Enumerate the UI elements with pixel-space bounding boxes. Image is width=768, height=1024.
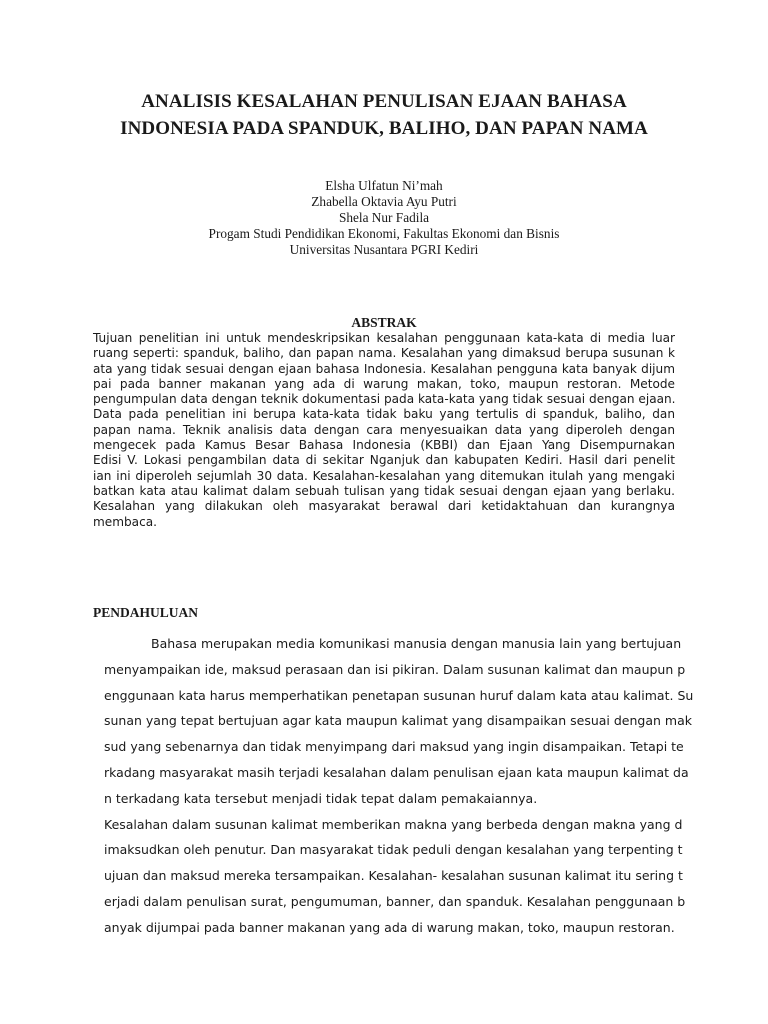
abstract-line: Edisi V. Lokasi pengambilan data di sekitar Nganjuk dan kabupaten Kediri. Hasil dari penelit xyxy=(93,453,675,468)
abstract-line: ian ini diperoleh sejumlah 30 data. Kesalahan-kesalahan yang ditemukan itulah yang mengaki xyxy=(93,468,675,483)
paper-title-line: ANALISIS KESALAHAN PENULISAN EJAAN BAHASA xyxy=(141,91,627,112)
author-affiliation-university: Universitas Nusantara PGRI Kediri xyxy=(289,242,479,257)
abstract-paragraph xyxy=(93,331,675,530)
body-line: n terkadang kata tersebut menjadi tidak tepat dalam pemakaiannya. xyxy=(104,790,538,806)
body-line: anyak dijumpai pada banner makanan yang ada di warung makan, toko, maupun restoran. xyxy=(104,919,675,935)
body-line: ujuan dan maksud mereka tersampaikan. Kesalahan- kesalahan susunan kalimat itu sering t xyxy=(104,868,683,884)
body-line: Bahasa merupakan media komunikasi manusia dengan manusia lain yang bertujuan xyxy=(151,636,682,651)
body-line: erjadi dalam penulisan surat, pengumuman, banner, dan spanduk. Kesalahan penggunaan b xyxy=(104,893,686,909)
body-line: imaksudkan oleh penutur. Dan masyarakat tidak peduli dengan kesalahan yang terpenting t xyxy=(104,842,683,858)
body-line: menyampaikan ide, maksud perasaan dan isi pikiran. Dalam susunan kalimat dan maupun p xyxy=(104,661,686,677)
abstract-line: ruang seperti: spanduk, baliho, dan papan nama. Kesalahan yang dimaksud berupa susunan k xyxy=(93,346,675,361)
abstract-line: Kesalahan yang dilakukan oleh masyarakat berawal dari ketidaktahuan dan kurangnya xyxy=(93,499,675,514)
abstract-line: Data pada penelitian ini berupa kata-kata tidak baku yang tertulis di spanduk, baliho, dan xyxy=(93,407,675,422)
abstract-line: papan nama. Teknik analisis data dengan cara menyesuaikan data yang diperoleh dengan xyxy=(93,422,675,437)
abstract-line: pai pada banner makanan yang ada di warung makan, toko, maupun restoran. Metode xyxy=(93,376,675,391)
body-line: enggunaan kata harus memperhatikan penetapan susunan huruf dalam kata atau kalimat. Su xyxy=(104,687,694,703)
paper-title-line: INDONESIA PADA SPANDUK, BALIHO, DAN PAPAN NAMA xyxy=(120,118,648,139)
abstract-line: membaca. xyxy=(93,514,157,529)
abstract-line: mengecek pada Kamus Besar Bahasa Indonesia (KBBI) dan Ejaan Yang Disempurnakan xyxy=(93,438,675,453)
body-line: rkadang masyarakat masih terjadi kesalahan dalam penulisan ejaan kata maupun kalimat da xyxy=(104,764,689,780)
author-name: Shela Nur Fadila xyxy=(338,210,430,225)
abstract-line: batkan kata atau kalimat dalam sebuah tulisan yang tidak sesuai dengan ejaan yang berlaku. xyxy=(93,483,675,498)
body-line: sud yang sebenarnya dan tidak menyimpang dari maksud yang ingin disampaikan. Tetapi te xyxy=(104,739,684,755)
abstract-line: pengumpulan data dengan teknik dokumentasi pada kata-kata yang tidak sesuai dengan ejaan. xyxy=(93,392,676,407)
author-affiliation-program: Progam Studi Pendidikan Ekonomi, Fakultas Ekonomi dan Bisnis xyxy=(208,226,560,241)
abstract-line: Tujuan penelitian ini untuk mendeskripsikan kesalahan penggunaan kata-kata di media luar xyxy=(93,331,675,345)
introduction-body xyxy=(104,631,694,941)
author-name: Zhabella Oktavia Ayu Putri xyxy=(311,194,457,209)
abstract-line: ata yang tidak sesuai dengan ejaan bahasa Indonesia. Kesalahan pengguna kata banyak dijum xyxy=(93,361,675,376)
body-line: sunan yang tepat bertujuan agar kata maupun kalimat yang disampaikan sesuai dengan mak xyxy=(104,713,692,729)
author-block xyxy=(60,178,708,258)
author-name: Elsha Ulfatun Ni’mah xyxy=(325,178,443,193)
paper-title xyxy=(60,88,708,142)
section-heading-introduction: PENDAHULUAN xyxy=(93,605,199,620)
abstract-heading: ABSTRAK xyxy=(351,315,417,330)
body-line: Kesalahan dalam susunan kalimat memberikan makna yang berbeda dengan makna yang d xyxy=(104,816,683,832)
